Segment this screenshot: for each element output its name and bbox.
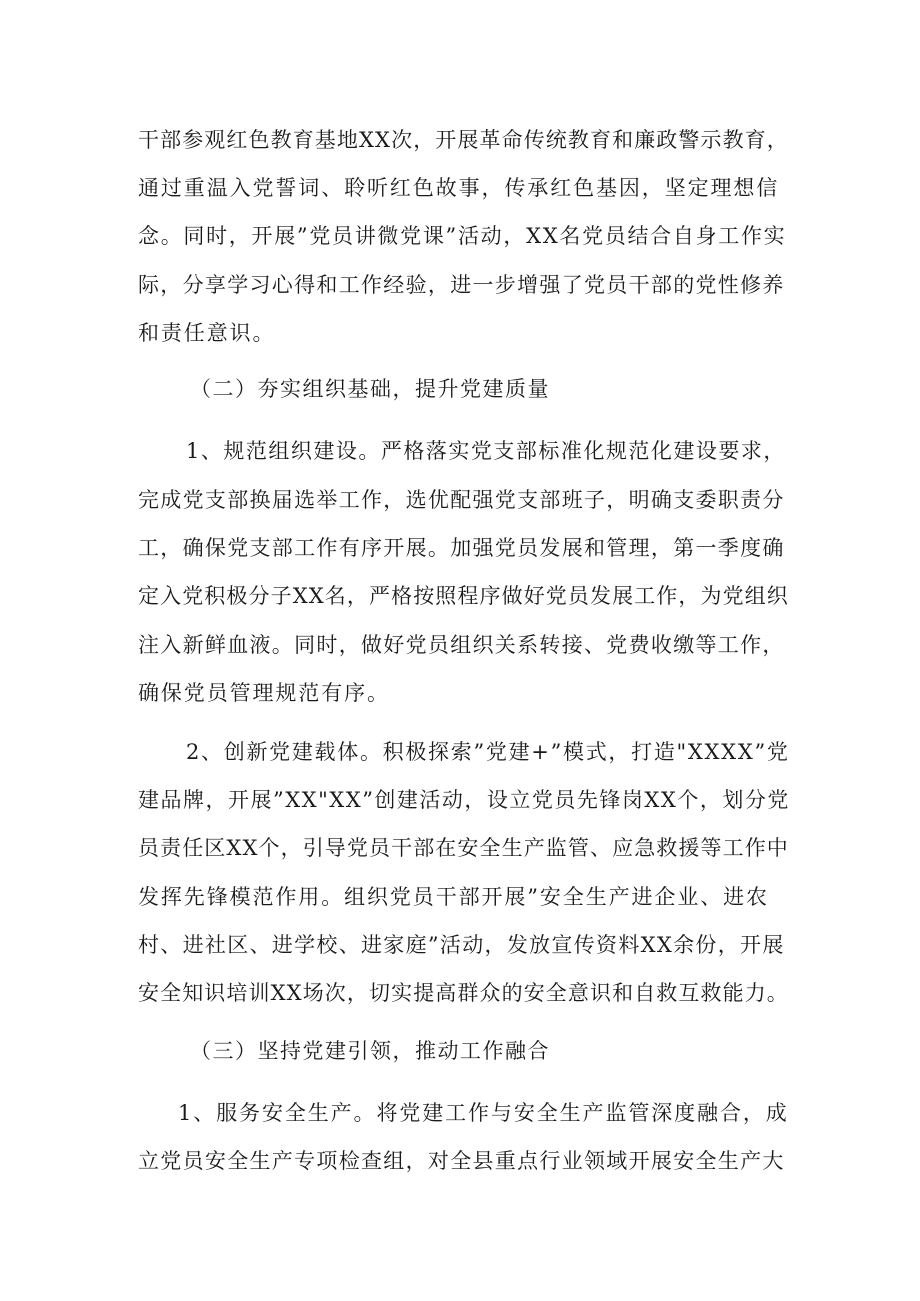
body-text-line: 注入新鲜血液。同时，做好党员组织关系转接、党费收缴等工作，: [138, 633, 785, 657]
body-text-line: 际，分享学习心得和工作经验，进一步增强了党员干部的党性修养: [138, 273, 785, 297]
body-text-line: 通过重温入党誓词、聆听红色故事，传承红色基因，坚定理想信: [138, 176, 780, 200]
section-heading-2: （二）夯实组织基础，提升党建质量: [190, 377, 550, 401]
body-text-line: 和责任意识。: [138, 321, 276, 345]
body-text-line: 工，确保党支部工作有序开展。加强党员发展和管理，第一季度确: [138, 536, 785, 560]
body-text-line: 安全知识培训XX场次，切实提高群众的安全意识和自救互救能力。: [138, 981, 789, 1005]
body-text-line: 确保党员管理规范有序。: [138, 681, 390, 705]
body-text-line: 念。同时，开展”党员讲微党课”活动，XX名党员结合自身工作实: [138, 224, 787, 248]
body-text-line: 立党员安全生产专项检查组，对全县重点行业领域开展安全生产大: [138, 1149, 785, 1173]
body-text-line: 完成党支部换届选举工作，选优配强党支部班子，明确支委职责分: [138, 488, 785, 512]
body-text-line: 干部参观红色教育基地XX次，开展革命传统教育和廉政警示教育，: [138, 128, 789, 152]
body-text-line: 建品牌，开展”XX"XX”创建活动，设立党员先锋岗XX个，划分党: [138, 788, 790, 812]
paragraph-first-line: 1、服务安全生产。将党建工作与安全生产监管深度融合，成: [178, 1101, 789, 1125]
paragraph-first-line: 1、规范组织建设。严格落实党支部标准化规范化建设要求，: [186, 439, 786, 463]
paragraph-first-line: 2、创新党建载体。积极探索”党建+”模式，打造"XXXX”党: [186, 740, 790, 764]
body-text-line: 村、进社区、进学校、进家庭”活动，发放宣传资料XX余份，开展: [138, 933, 785, 957]
body-text-line: 发挥先锋模范作用。组织党员干部开展”安全生产进企业、进农: [138, 885, 769, 909]
body-text-line: 定入党积极分子XX名，严格按照程序做好党员发展工作，为党组织: [138, 584, 789, 608]
section-heading-3: （三）坚持党建引领，推动工作融合: [190, 1039, 550, 1063]
body-text-line: 员责任区XX个，引导党员干部在安全生产监管、应急救援等工作中: [138, 836, 789, 860]
